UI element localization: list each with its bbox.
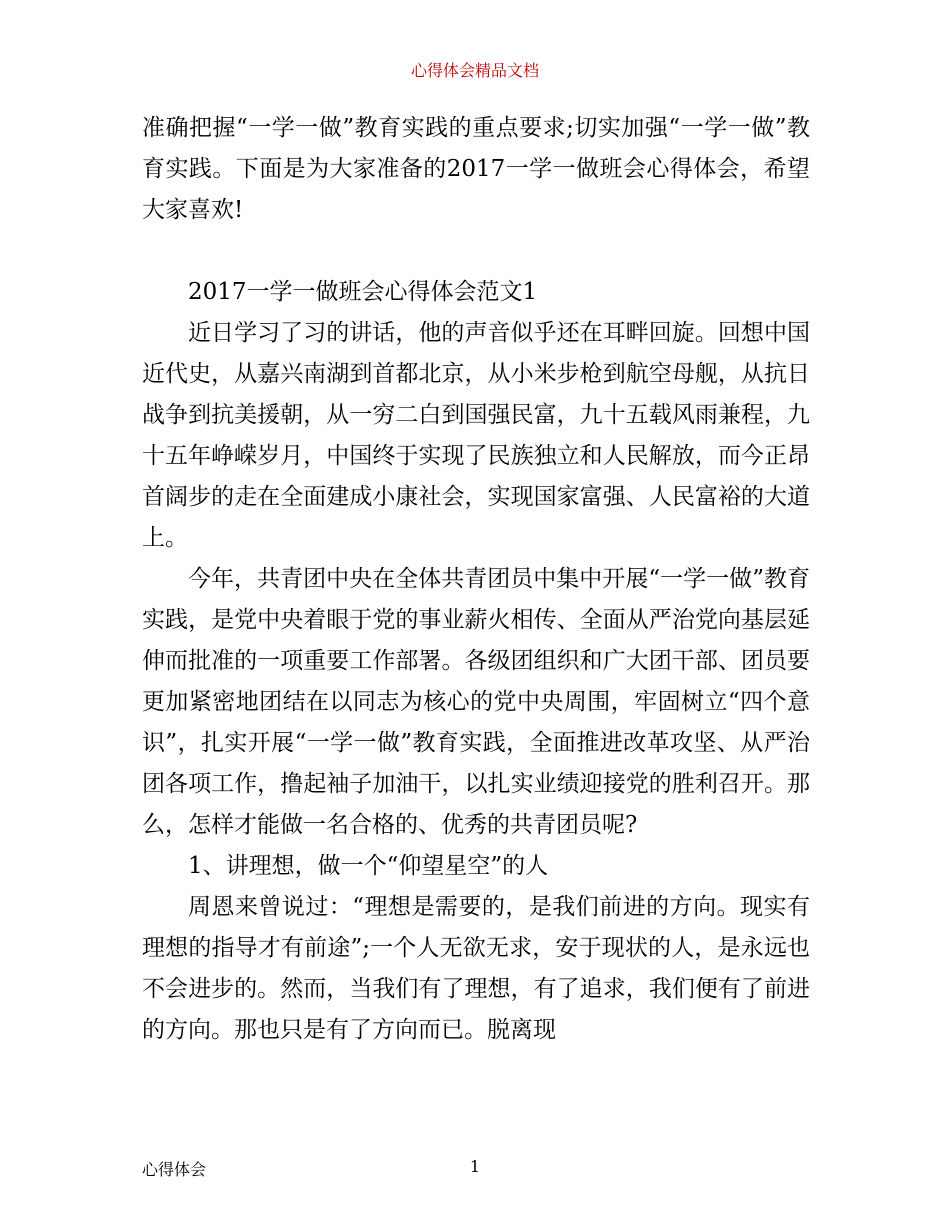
body-paragraph-1: 近日学习了习的讲话，他的声音似乎还在耳畔回旋。回想中国近代史，从嘉兴南湖到首都北京，从小米步枪到航空母舰，从抗日战争到抗美援朝，从一穷二白到国强民富，九十五载风雨兼程，九十五年峥嵘岁月，中国终于实现了民族独立和人民解放，而今正昂首阔步的走在全面建成小康社会，实现国家富强、人民富裕的大道上。 [142,320,810,551]
list-heading-1: 1、讲理想，做一个“仰望星空”的人 [188,853,549,879]
paragraph-spacer [142,231,810,272]
page-number: 1 [469,1157,481,1176]
body-paragraph-3: 周恩来曾说过：“理想是需要的，是我们前进的方向。现实有理想的指导才有前途”;一个人无欲无求，安于现状的人，是永远也不会进步的。然而，当我们有了理想，有了追求，我们便有了前进的方向。那也只是有了方向而已。脱离现 [142,894,810,1043]
document-body [142,108,810,1051]
footer-label: 心得体会 [142,1160,207,1179]
header-title: 心得体会精品文档 [410,61,539,80]
intro-paragraph: 准确把握“一学一做”教育实践的重点要求;切实加强“一学一做”教育实践。下面是为大家准备的2017一学一做班会心得体会，希望大家喜欢! [142,115,810,223]
section-title: 2017一学一做班会心得体会范文1 [188,279,538,305]
body-paragraph-2: 今年，共青团中央在全体共青团员中集中开展“一学一做”教育实践，是党中央着眼于党的事业薪火相传、全面从严治党向基层延伸而批准的一项重要工作部署。各级团组织和广大团干部、团员要更加紧密地团结在以同志为核心的党中央周围，牢固树立“四个意识”，扎实开展“一学一做”教育实践，全面推进改革攻坚、从严治团各项工作，撸起袖子加油干，以扎实业绩迎接党的胜利召开。那么，怎样才能做一名合格的、优秀的共青团员呢? [142,566,810,838]
